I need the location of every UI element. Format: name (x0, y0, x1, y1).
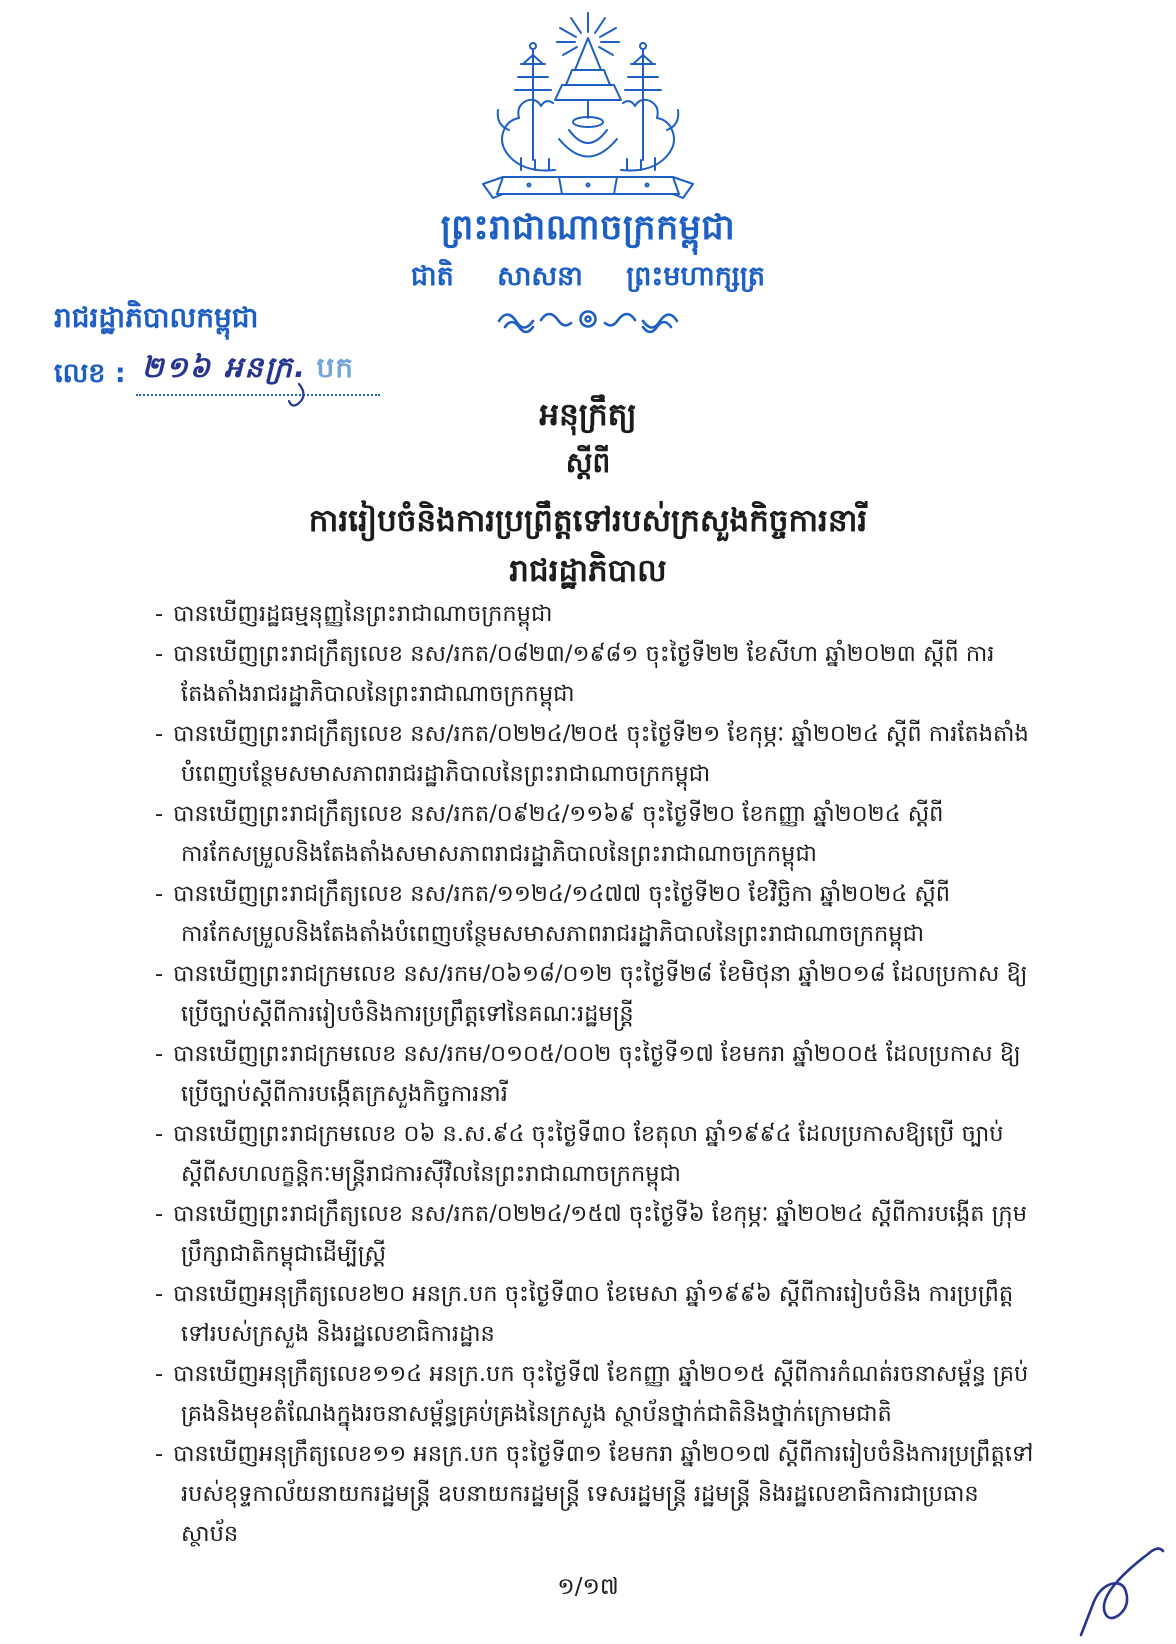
item-text: បានឃើញព្រះរាជក្រឹត្យលេខ នស/រកត/០២២៤/២០៥ ចុះថ្ងៃទី២១ ខែកុម្ភៈ ឆ្នាំ២០២៤ ស្តីពី ការតែងតាំងបំពេញបន្ថែមសមាសភាពរាជរដ្ឋាភិបាលនៃព្រះរាជាណាចក្រកម្ពុជា (173, 721, 1029, 787)
preamble-item (155, 1194, 1038, 1274)
item-text: បានឃើញអនុក្រឹត្យលេខ២០ អនក្រ.បក ចុះថ្ងៃទី៣០ ខែមេសា ឆ្នាំ១៩៩៦ ស្តីពីការរៀបចំនិង ការប្រព្រឹត្តទៅរបស់ក្រសួង និងរដ្ឋលេខាធិការដ្ឋាន (173, 1281, 1014, 1347)
preamble-item (155, 634, 1038, 714)
preamble-item (155, 594, 1038, 634)
preamble-item (155, 1034, 1038, 1114)
preamble-list (155, 594, 1038, 1554)
preamble-item (155, 1354, 1038, 1434)
title-subject: ការរៀបចំនិងការប្រព្រឹត្តទៅរបស់ក្រសួងកិច្ចការនារី (308, 502, 868, 539)
royal-coat-of-arms-icon (463, 12, 713, 212)
item-text: បានឃើញព្រះរាជក្រឹត្យលេខ នស/រកត/០៨២៣/១៩៨១ ចុះថ្ងៃទី២២ ខែសីហា ឆ្នាំ២០២៣ ស្តីពី ការតែងតាំងរាជរដ្ឋាភិបាលនៃព្រះរាជាណាចក្រកម្ពុជា (173, 641, 995, 707)
issuer-label: រាជរដ្ឋាភិបាលកម្ពុជា (54, 301, 259, 334)
item-text: បានឃើញព្រះរាជក្រមលេខ នស/រកម/០៦១៨/០១២ ចុះថ្ងៃទី២៨ ខែមិថុនា ឆ្នាំ២០១៨ ដែលប្រកាស ឱ្យប្រើច្បាប់ស្តីពីការរៀបចំនិងការប្រព្រឹត្តទៅនៃគណៈរដ្ឋមន្ត្រី (173, 961, 1028, 1027)
initials-signature-mark (1076, 1542, 1168, 1642)
preamble-item (155, 954, 1038, 1034)
reference-number-line (54, 350, 380, 396)
item-text: បានឃើញអនុក្រឹត្យលេខ១១ អនក្រ.បក ចុះថ្ងៃទី៣១ ខែមករា ឆ្នាំ២០១៧ ស្តីពីការរៀបចំនិងការប្រព្រឹត្តទៅ របស់ខុទ្ទកាល័យនាយករដ្ឋមន្ត្រី ឧបនាយករដ្ឋមន្ត្រី ទេសរដ្ឋមន្ត្រី រដ្ឋមន្ត្រី និងរដ្ឋលេខាធិការជាប្រធាន ស្ថាប័ន (173, 1441, 1034, 1547)
handwritten-number: ២១៦ អនក្រ. (141, 350, 308, 384)
item-dash: - (155, 961, 164, 987)
national-motto: ជាតិ សាសនា ព្រះមហាក្សត្រ (410, 261, 766, 292)
preamble-item (155, 794, 1038, 874)
item-dash: - (155, 1281, 164, 1307)
preamble-item (155, 1114, 1038, 1194)
preamble-item (155, 1434, 1038, 1554)
document-title-block (0, 396, 1176, 547)
item-dash: - (155, 721, 164, 747)
item-text: បានឃើញព្រះរាជក្រឹត្យលេខ នស/រកត/១១២៤/១៤៧៧ ចុះថ្ងៃទី២០ ខែវិច្ឆិកា ឆ្នាំ២០២៤ ស្តីពី ការកែសម្រួលនិងតែងតាំងបំពេញបន្ថែមសមាសភាពរាជរដ្ឋាភិបាលនៃព្រះរាជាណាចក្រកម្ពុជា (173, 881, 951, 947)
title-type: អនុក្រឹត្យ (539, 397, 637, 433)
stamped-suffix: បក (316, 351, 354, 384)
preamble-item (155, 714, 1038, 794)
item-dash: - (155, 641, 164, 667)
item-dash: - (155, 1201, 164, 1227)
title-on: ស្តីពី (565, 445, 611, 479)
item-dash: - (155, 1361, 164, 1387)
kingdom-title: ព្រះរាជាណាចក្រកម្ពុជា (440, 208, 736, 248)
page-number: ១/១៧ (557, 1574, 619, 1600)
item-text: បានឃើញព្រះរាជក្រឹត្យលេខ នស/រកត/០៩២៤/១១៦៩ ចុះថ្ងៃទី២០ ខែកញ្ញា ឆ្នាំ២០២៤ ស្តីពី ការកែសម្រួលនិងតែងតាំងសមាសភាពរាជរដ្ឋាភិបាលនៃព្រះរាជាណាចក្រកម្ពុជា (173, 801, 944, 867)
preamble-item (155, 874, 1038, 954)
item-dash: - (155, 1121, 164, 1147)
section-heading: រាជរដ្ឋាភិបាល (509, 553, 667, 589)
item-dash: - (155, 1041, 164, 1067)
item-dash: - (155, 881, 164, 907)
item-dash: - (155, 601, 164, 627)
reference-number-field (136, 350, 380, 396)
preamble-item (155, 1274, 1038, 1354)
item-dash: - (155, 801, 164, 827)
reference-number-label: លេខ : (54, 358, 126, 389)
item-text: បានឃើញព្រះរាជក្រឹត្យលេខ នស/រកត/០២២៤/១៥៧ ចុះថ្ងៃទី៦ ខែកុម្ភៈ ឆ្នាំ២០២៤ ស្តីពីការបង្កើត ក្រុមប្រឹក្សាជាតិកម្ពុជាដើម្បីស្ត្រី (173, 1201, 1027, 1267)
item-text: បានឃើញអនុក្រឹត្យលេខ១១៤ អនក្រ.បក ចុះថ្ងៃទី៧ ខែកញ្ញា ឆ្នាំ២០១៥ ស្តីពីការកំណត់រចនាសម្ព័ន្ធ គ្រប់គ្រងនិងមុខតំណែងក្នុងរចនាសម្ព័ន្ធគ្រប់គ្រងនៃក្រសួង ស្ថាប័នថ្នាក់ជាតិនិងថ្នាក់ក្រោមជាតិ (173, 1361, 1029, 1427)
item-text: បានឃើញព្រះរាជក្រមលេខ នស/រកម/០១០៥/០០២ ចុះថ្ងៃទី១៧ ខែមករា ឆ្នាំ២០០៥ ដែលប្រកាស ឱ្យប្រើច្បាប់ស្តីពីការបង្កើតក្រសួងកិច្ចការនារី (173, 1041, 1021, 1107)
item-text: បានឃើញរដ្ឋធម្មនុញ្ញនៃព្រះរាជាណាចក្រកម្ពុជា (173, 601, 553, 627)
item-dash: - (155, 1441, 164, 1467)
ornamental-divider-icon (493, 306, 683, 338)
item-text: បានឃើញព្រះរាជក្រមលេខ ០៦ ន.ស.៩៤ ចុះថ្ងៃទី៣០ ខែតុលា ឆ្នាំ១៩៩៤ ដែលប្រកាសឱ្យប្រើ ច្បាប់ស្តីពីសហលក្ខន្តិកៈមន្ត្រីរាជការស៊ីវិលនៃព្រះរាជាណាចក្រកម្ពុជា (173, 1121, 1004, 1187)
